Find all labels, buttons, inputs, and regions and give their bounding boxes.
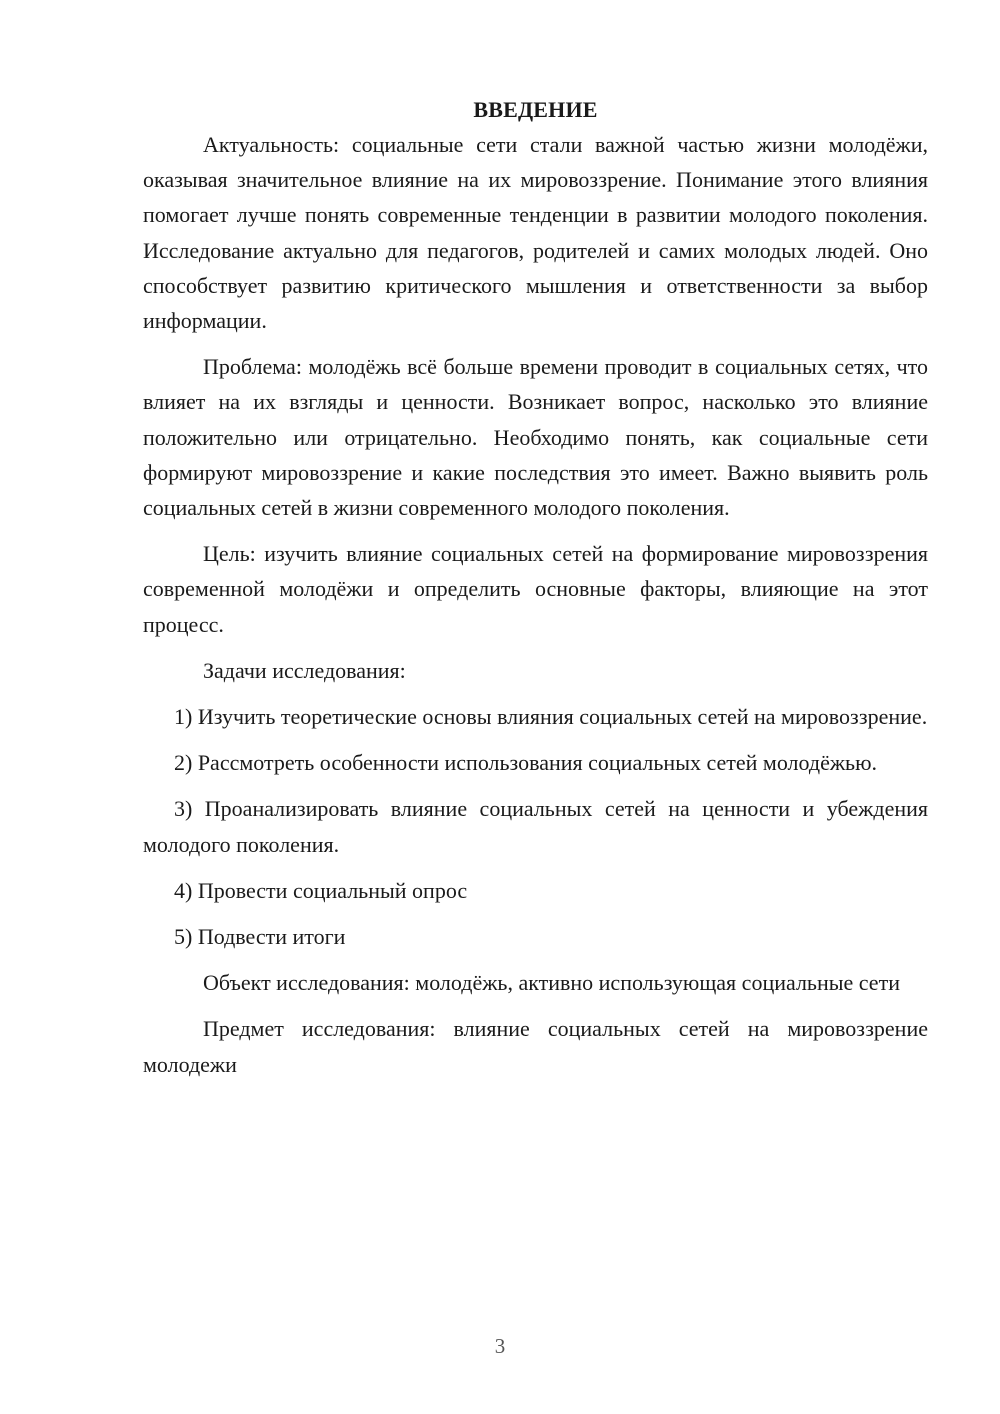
goal-paragraph: Цель: изучить влияние социальных сетей на формирование мировоззрения современной молодёжи и определить основные факторы, влияющие на этот процесс. [143,541,928,637]
tasks-heading: Задачи исследования: [203,657,406,683]
subject-paragraph: Предмет исследования: влияние социальных сетей на мировоззрение молодежи [143,1016,928,1077]
object-paragraph: Объект исследования: молодёжь, активно использующая социальные сети [203,970,900,996]
task-item: 2) Рассмотреть особенности использования социальных сетей молодёжью. [174,750,878,776]
task-item: 3) Проанализировать влияние социальных сетей на ценности и убеждения молодого поколения. [143,796,928,857]
document-page [143,92,928,1082]
task-item: 5) Подвести итоги [174,924,346,950]
page-number: 3 [494,1334,506,1358]
problem-paragraph: Проблема: молодёжь всё больше времени проводит в социальных сетях, что влияет на их взгляды и ценности. Возникает вопрос, насколько это влияние положительно или отрицательно. Необходимо понять, как социальные сети формируют мировоззрение и какие последствия это имеет. Важно выявить роль социальных сетей в жизни современного молодого поколения. [143,354,928,521]
task-item: 1) Изучить теоретические основы влияния социальных сетей на мировоззрение. [174,704,928,730]
task-item: 4) Провести социальный опрос [174,877,468,903]
relevance-paragraph: Актуальность: социальные сети стали важной частью жизни молодёжи, оказывая значительное влияние на их мировоззрение. Понимание этого влияния помогает лучше понять современные тенденции в развитии молодого поколения. Исследование актуально для педагогов, родителей и самих молодых людей. Оно способствует развитию критического мышления и ответственности за выбор информации. [143,132,928,334]
page-title: ВВЕДЕНИЕ [473,97,598,122]
